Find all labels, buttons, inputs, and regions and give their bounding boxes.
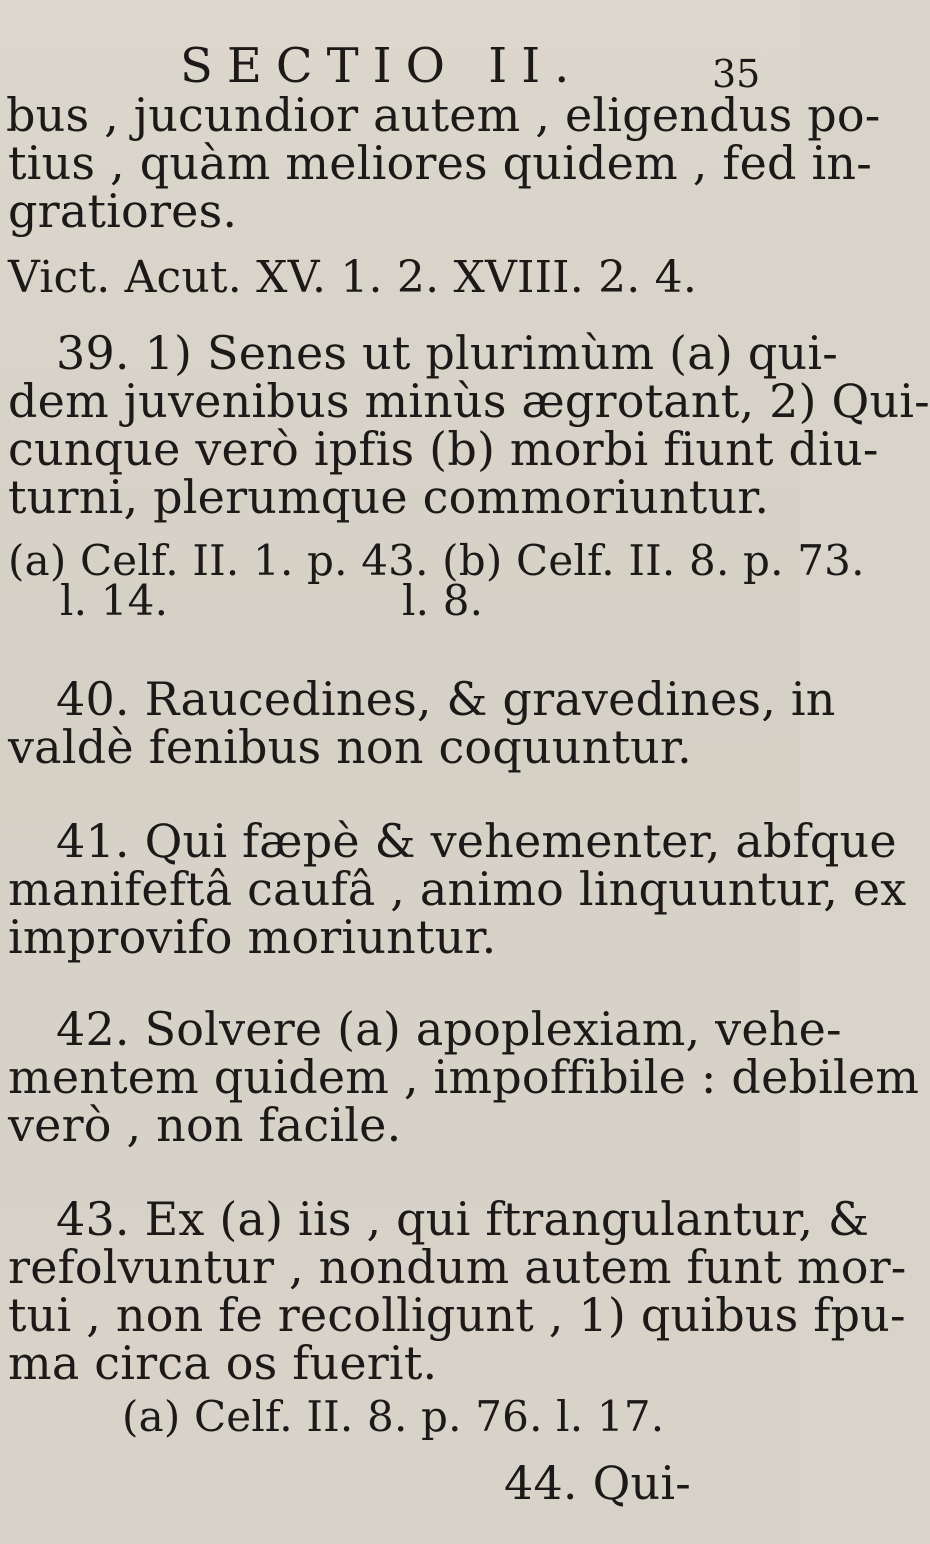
text-line: ma circa os fuerit. (8, 1336, 438, 1390)
text-line: gratiores. (8, 184, 238, 238)
text-line: refolvuntur , nondum autem funt mor- (8, 1240, 907, 1294)
text-line: valdè fenibus non coquuntur. (8, 720, 692, 774)
text-line: tius , quàm meliores quidem , fed in- (8, 136, 872, 190)
page-number: 35 (712, 52, 761, 96)
footnote-line: (a) Celf. II. 8. p. 76. l. 17. (122, 1392, 665, 1441)
text-line: improvifo moriuntur. (8, 910, 497, 964)
text-line: mentem quidem , impoffibile : debilem (8, 1050, 920, 1104)
text-line: bus , jucundior autem , eligendus po- (6, 88, 881, 142)
reference-line: Vict. Acut. XV. 1. 2. XVIII. 2. 4. (8, 252, 698, 303)
running-title: SECTIO II. (180, 38, 584, 94)
text-line: dem juvenibus minùs ægrotant, 2) Qui- (8, 374, 930, 428)
text-line: verò , non facile. (8, 1098, 402, 1152)
text-line: turni, plerumque commoriuntur. (8, 470, 770, 524)
catchword: 44. Qui- (504, 1456, 691, 1510)
text-line: manifeftâ caufâ , animo linquuntur, ex (8, 862, 907, 916)
footnote-line: (a) Celf. II. 1. p. 43. (b) Celf. II. 8. p. 73. (8, 536, 865, 585)
aphorism-heading-line: 43. Ex (a) iis , qui ftrangulantur, & (56, 1192, 870, 1246)
aphorism-heading-line: 41. Qui fæpè & vehementer, abfque (56, 814, 897, 868)
text-line: tui , non fe recolligunt , 1) quibus fpu- (8, 1288, 906, 1342)
footnote-line: l. 8. (402, 576, 484, 625)
aphorism-heading-line: 42. Solvere (a) apoplexiam, vehe- (56, 1002, 842, 1056)
text-line: cunque verò ipfis (b) morbi fiunt diu- (8, 422, 879, 476)
aphorism-heading-line: 40. Raucedines, & gravedines, in (56, 672, 836, 726)
footnote-line: l. 14. (60, 576, 169, 625)
aphorism-heading-line: 39. 1) Senes ut plurimùm (a) qui- (56, 326, 838, 380)
